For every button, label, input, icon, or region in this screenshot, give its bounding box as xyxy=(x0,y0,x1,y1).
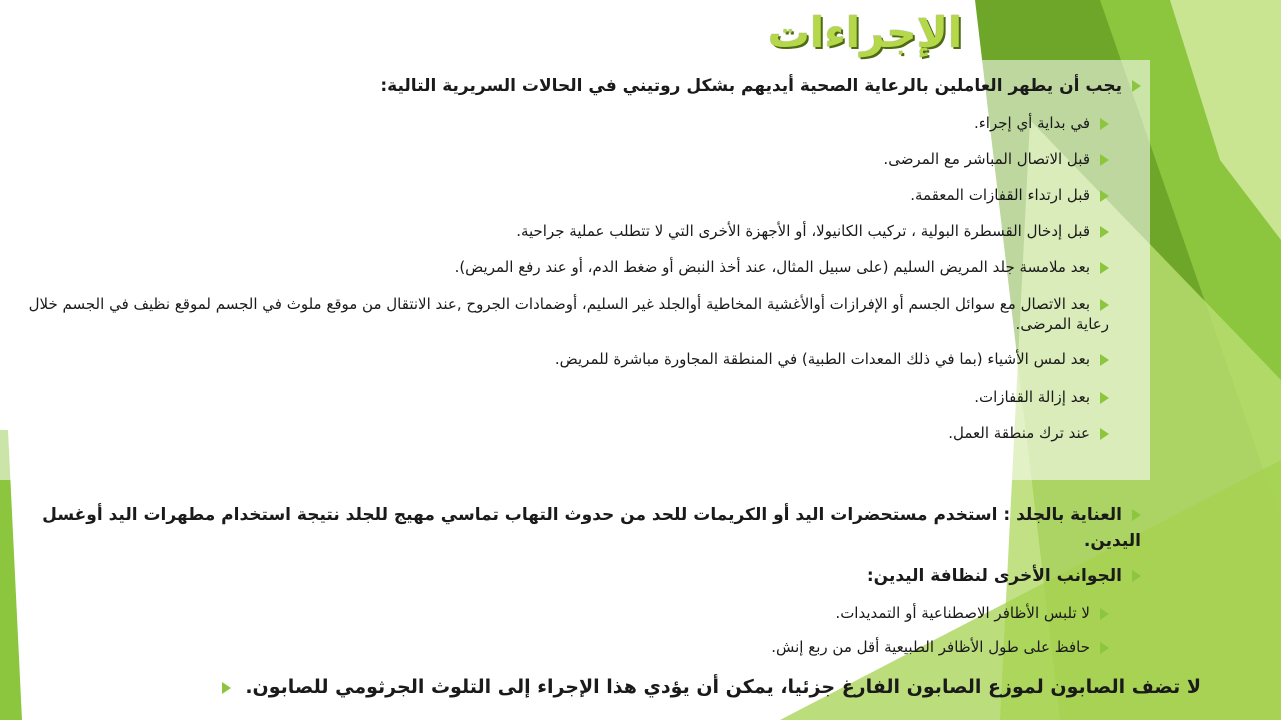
case-item xyxy=(555,350,1109,368)
green-triangle-icon xyxy=(1132,570,1141,582)
green-triangle-icon xyxy=(1100,154,1109,166)
intro-line xyxy=(380,76,1141,96)
green-triangle-icon xyxy=(1100,608,1109,620)
case-text: قبل إدخال القسطرة البولية ، تركيب الكانيولا، أو الأجهزة الأخرى التي لا تتطلب عملية جراحية. xyxy=(516,222,1090,240)
case-item xyxy=(516,222,1109,240)
green-triangle-icon xyxy=(1100,262,1109,274)
green-triangle-icon xyxy=(1132,509,1141,521)
case-item xyxy=(974,388,1109,406)
other-aspect-item xyxy=(771,638,1109,656)
green-triangle-icon xyxy=(1100,428,1109,440)
case-item xyxy=(948,424,1109,442)
case-item xyxy=(455,258,1109,276)
skin-care-item xyxy=(31,502,1141,554)
other-aspect-item xyxy=(835,604,1109,622)
case-text: في بداية أي إجراء. xyxy=(973,114,1090,132)
warning-line xyxy=(222,676,1201,698)
case-text: قبل ارتداء القفازات المعقمة. xyxy=(910,186,1090,204)
green-triangle-icon xyxy=(1100,118,1109,130)
case-item xyxy=(19,294,1109,334)
case-item xyxy=(974,114,1109,132)
green-triangle-icon xyxy=(1100,642,1109,654)
case-text: قبل الاتصال المباشر مع المرضى. xyxy=(883,150,1090,168)
green-triangle-icon xyxy=(1132,80,1141,92)
other-aspects-heading xyxy=(867,566,1141,586)
other-aspects-heading-text: الجوانب الأخرى لنظافة اليدين: xyxy=(866,566,1122,586)
intro-text: يجب أن يطهر العاملين بالرعاية الصحية أيديهم بشكل روتيني في الحالات السريرية التالية: xyxy=(380,76,1122,96)
green-triangle-icon xyxy=(1100,190,1109,202)
case-text: بعد ملامسة جلد المريض السليم (على سبيل المثال، عند أخذ النبض أو ضغط الدم، أو عند رفع المريض). xyxy=(454,258,1090,276)
green-triangle-icon xyxy=(1100,354,1109,366)
warning-text: لا تضف الصابون لموزع الصابون الفارغ جزئيا، يمكن أن يؤدي هذا الإجراء إلى التلوث الجرثومي للصابون. xyxy=(245,676,1201,698)
green-triangle-icon xyxy=(1100,392,1109,404)
case-text: عند ترك منطقة العمل. xyxy=(948,424,1090,442)
case-text: بعد الاتصال مع سوائل الجسم أو الإفرازات أوالأغشية المخاطية أوالجلد غير السليم، أوضمادات الجروح ,عند الانتقال من موقع ملوث في الجسم لموقع نظيف في الجسم خلال رعاية المرضى. xyxy=(28,295,1109,333)
other-aspect-text: لا تلبس الأظافر الاصطناعية أو التمديدات. xyxy=(835,604,1090,622)
other-aspect-text: حافظ على طول الأظافر الطبيعية أقل من ربع إنش. xyxy=(771,638,1090,656)
skin-care-text: العناية بالجلد : استخدم مستحضرات اليد أو الكريمات للحد من حدوث التهاب تماسي مهيج للجلد نتيجة استخدام مطهرات اليد أوغسل اليدين. xyxy=(42,505,1141,551)
case-text: بعد لمس الأشياء (بما في ذلك المعدات الطبية) في المنطقة المجاورة مباشرة للمريض. xyxy=(554,350,1090,368)
green-triangle-icon xyxy=(1100,299,1109,311)
case-item xyxy=(910,186,1109,204)
case-text: بعد إزالة القفازات. xyxy=(974,388,1090,406)
slide-title: الإجراءات xyxy=(767,8,963,57)
case-item xyxy=(883,150,1109,168)
green-triangle-icon xyxy=(1100,226,1109,238)
green-triangle-icon xyxy=(222,682,231,694)
